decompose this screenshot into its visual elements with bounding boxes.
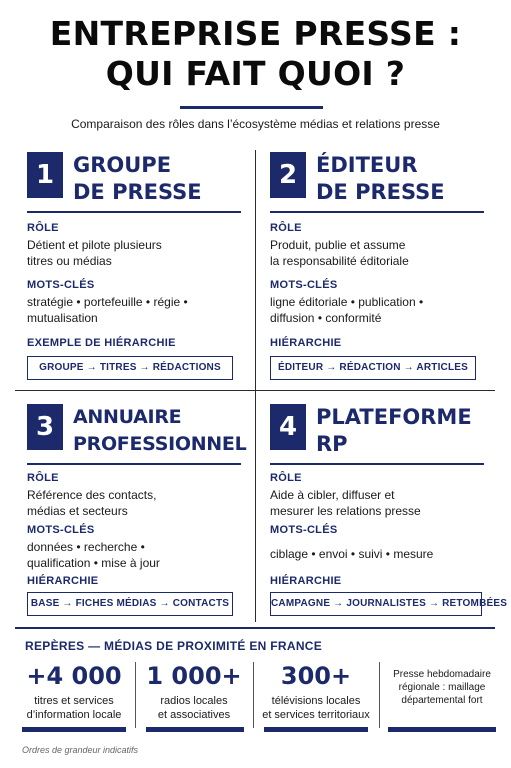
role-text-line2: titres ou médias [27,254,112,268]
card-title-line2: PROFESSIONNEL [73,433,247,455]
role-text-line2: mesurer les relations presse [270,504,421,518]
card-title-line2: RP [316,432,348,456]
card-header [270,152,485,210]
card-title [73,404,246,458]
stat-value: +4 000 [26,662,122,690]
title-underline [180,106,323,109]
card-title-line1: PLATEFORME [316,405,472,429]
role-text-line2: médias et secteurs [27,504,128,518]
card-header-rule [270,211,484,213]
stat-label-line1: télévisions locales [271,695,361,707]
role-text-line1: Référence des contacts, [27,488,157,502]
hierarchy-box: BASE → FICHES MÉDIAS → CONTACTS [27,592,233,616]
grid-vertical-divider [255,150,256,622]
stat-note: Presse hebdomadaire régionale : maillage départemental fort [393,669,491,706]
keywords-text-line1: stratégie • portefeuille • régie • [27,295,188,309]
card-title-line1: ANNUAIRE [73,406,182,428]
hierarchy-label: HIÉRARCHIE [27,575,99,587]
stat-label [22,694,126,722]
keywords-label: MOTS-CLÉS [27,524,95,536]
card-number-badge: 1 [27,152,63,198]
keywords-text-line1: données • recherche • [27,540,145,554]
stat-label-line2: et services territoriaux [262,709,370,721]
role-text-line1: Produit, publie et assume [270,238,406,252]
card-plateforme-rp [270,404,508,619]
keywords-text-line1: ciblage • envoi • suivi • mesure [270,547,434,561]
hierarchy-label: HIÉRARCHIE [270,337,342,349]
keywords-label: MOTS-CLÉS [270,279,338,291]
stat-local-titles [22,660,126,722]
hierarchy-box: CAMPAGNE → JOURNALISTES → RETOMBÉES [270,592,482,616]
keywords-label: MOTS-CLÉS [270,524,338,536]
page-subtitle: Comparaison des rôles dans l’écosystème médias et relations presse [71,117,440,131]
role-text [27,487,242,519]
keywords-text [27,539,242,571]
role-label: RÔLE [270,222,302,234]
stat-bar [146,727,244,732]
stat-label-line2: d’information locale [26,709,122,721]
keywords-label: MOTS-CLÉS [27,279,95,291]
card-title-line2: DE PRESSE [316,180,445,204]
role-text-line2: la responsabilité éditoriale [270,254,409,268]
card-title [73,152,202,206]
card-header-rule [270,463,484,465]
role-text [270,237,485,269]
hierarchy-box: GROUPE → TITRES → RÉDACTIONS [27,356,233,380]
grid-horizontal-divider [15,390,495,391]
card-number-badge: 4 [270,404,306,450]
page-title-line1: ENTREPRISE PRESSE : [49,14,462,53]
stat-local-tv [258,660,374,722]
keywords-text-line2: qualification • mise à jour [27,556,160,570]
card-title-line1: ÉDITEUR [316,153,418,177]
role-text-line1: Aide à cibler, diffuser et [270,488,395,502]
reperes-rule [15,627,495,629]
stat-divider [253,662,254,728]
card-title-line2: DE PRESSE [73,180,202,204]
keywords-text [270,546,485,562]
card-number-badge: 3 [27,404,63,450]
hierarchy-box: ÉDITEUR → RÉDACTION → ARTICLES [270,356,476,380]
stat-value: 300+ [280,662,352,690]
card-header-rule [27,211,241,213]
stat-divider [379,662,380,728]
stat-bar [388,727,496,732]
hierarchy-label: EXEMPLE DE HIÉRARCHIE [27,337,176,349]
reperes-title: REPÈRES — MÉDIAS DE PROXIMITÉ EN FRANCE [25,639,323,653]
keywords-text-line2: diffusion • conformité [270,311,382,325]
stat-bar [22,727,126,732]
keywords-text [270,294,485,326]
role-text [27,237,242,269]
footnote: Ordres de grandeur indicatifs [22,745,139,755]
card-title-line1: GROUPE [73,153,172,177]
stat-label [258,694,374,722]
keywords-text-line1: ligne éditoriale • publication • [270,295,424,309]
stat-value: 1 000+ [146,662,242,690]
keywords-text-line2: mutualisation [27,311,98,325]
card-annuaire-professionnel [27,404,247,619]
page-title-line2: QUI FAIT QUOI ? [105,54,406,93]
card-editeur-de-presse [270,152,485,382]
card-title [316,404,472,458]
role-label: RÔLE [270,472,302,484]
keywords-text [27,294,242,326]
stat-divider [135,662,136,728]
card-header [27,404,247,462]
card-title [316,152,445,206]
stat-label [144,694,244,722]
stat-bar [264,727,368,732]
card-header [270,404,485,462]
role-label: RÔLE [27,222,59,234]
card-header-rule [27,463,241,465]
stat-label-line1: titres et services [34,695,114,707]
card-groupe-de-presse [27,152,242,382]
card-number-badge: 2 [270,152,306,198]
stat-label-line2: et associatives [157,709,231,721]
page-title [0,14,511,94]
role-text-line1: Détient et pilote plusieurs [27,238,162,252]
stat-label-line1: radios locales [160,695,228,707]
stat-local-radios [144,660,244,722]
role-label: RÔLE [27,472,59,484]
role-text [270,487,485,519]
card-header [27,152,242,210]
hierarchy-label: HIÉRARCHIE [270,575,342,587]
